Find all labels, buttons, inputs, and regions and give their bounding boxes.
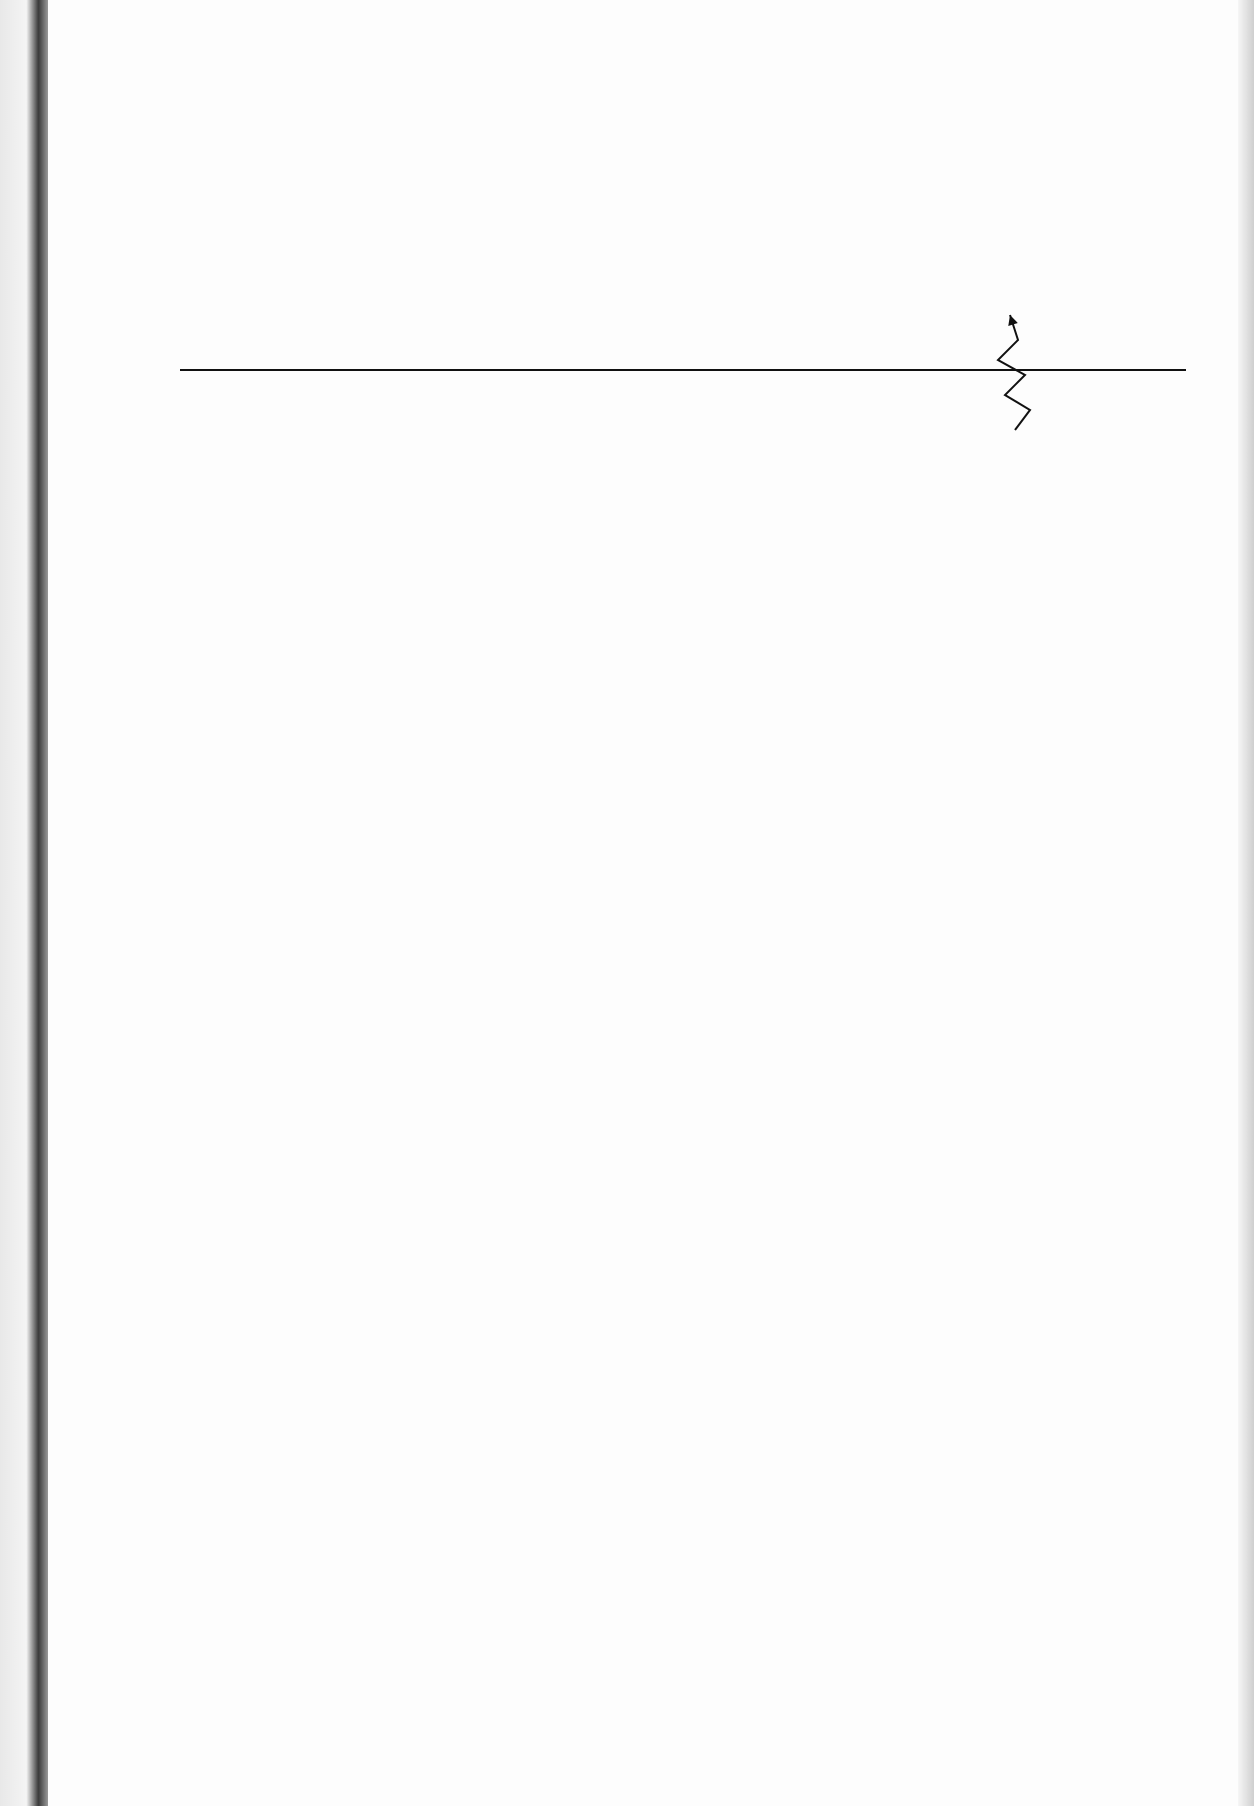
radon-decay-diagram [0, 0, 1254, 600]
radon-escape-zigzag [998, 315, 1030, 430]
figure-caption [0, 600, 1254, 628]
